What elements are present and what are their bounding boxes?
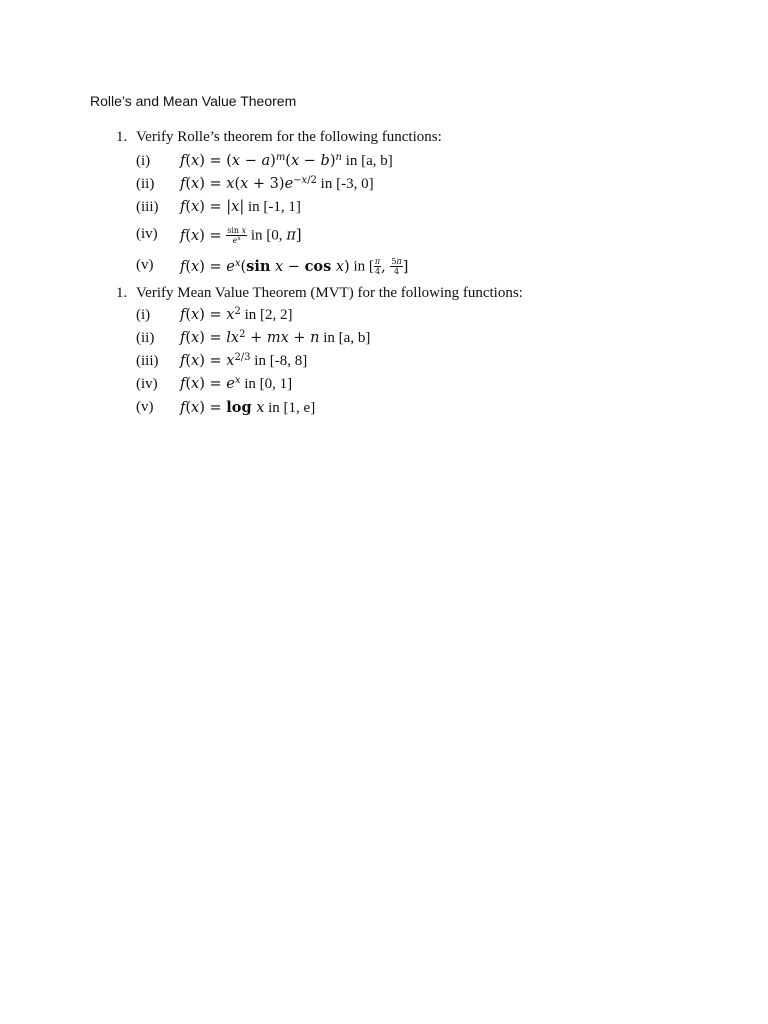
item-label: (iii) <box>136 353 159 369</box>
item-expression <box>180 353 307 370</box>
item-label: (v) <box>136 257 154 273</box>
formula: $f(x) = (x - a)^m(x - b)^n$ <box>180 152 342 169</box>
formula: f(x) = $\frac{\text{sin x}}{e^x}$ <box>180 226 247 245</box>
fraction: $\frac{5\pi}{4}$ <box>391 257 402 276</box>
section-number: 1. <box>116 285 128 301</box>
item-label: (v) <box>136 399 154 415</box>
item-expression <box>180 399 315 417</box>
section-heading-text: Verify Mean Value Theorem (MVT) for the following functions: <box>136 285 523 301</box>
interval-text: in [-8, 8] <box>254 353 308 369</box>
page-title: Rolle’s and Mean Value Theorem <box>90 93 297 109</box>
formula: f(x) = |x| <box>180 199 245 215</box>
item-expression <box>180 307 293 324</box>
section-number: 1. <box>116 129 128 145</box>
rolle-section-heading <box>116 129 442 146</box>
item-expression <box>180 257 408 276</box>
mvt-section-heading <box>116 285 523 302</box>
section-heading-text: Verify Rolle’s theorem for the following functions: <box>136 129 442 145</box>
item-label: (i) <box>136 153 151 169</box>
item-expression <box>180 176 374 193</box>
interval-text: in [0, <box>250 227 283 244</box>
formula: $f(x) = lx^2$ + mx + n <box>180 329 320 346</box>
item-expression <box>180 153 393 170</box>
item-expression <box>180 226 302 245</box>
item-expression <box>180 199 301 216</box>
formula-tail: $\frac{\pi}{4}$ , $\frac{5\pi}{4}$ ] <box>374 257 409 276</box>
formula: $f(x) = e^x$ <box>180 375 241 392</box>
interval-text: in [ <box>353 258 374 275</box>
item-expression <box>180 330 370 347</box>
interval-text: in [2, 2] <box>244 307 293 323</box>
formula: $f(x) = x^2$ <box>180 306 241 323</box>
item-expression <box>180 376 292 393</box>
item-label: (ii) <box>136 176 155 192</box>
interval-text: in [a, b] <box>323 330 371 346</box>
item-label: (iii) <box>136 199 159 215</box>
fraction: $\frac{\text{sin x}}{e^x}$ <box>227 226 247 245</box>
formula: $f(x) = e^x(\sin$ x − cos x) <box>180 257 350 275</box>
item-label: (ii) <box>136 330 155 346</box>
fraction: $\frac{\pi}{4}$ <box>374 257 381 276</box>
item-label: (iv) <box>136 226 158 242</box>
formula-tail: π] <box>286 227 302 244</box>
formula: f(x) = log x <box>180 399 265 416</box>
interval-text: in [-3, 0] <box>320 176 374 192</box>
item-label: (iv) <box>136 376 158 392</box>
item-label: (i) <box>136 307 151 323</box>
formula: $f(x) = x^{2/3}$ <box>180 352 251 369</box>
formula: $f(x) = x(x + 3)e^{-x/2}$ <box>180 175 317 192</box>
interval-text: in [-1, 1] <box>247 199 301 215</box>
interval-text: in [a, b] <box>345 153 393 169</box>
interval-text: in [0, 1] <box>244 376 293 392</box>
interval-text: in [1, e] <box>268 400 316 416</box>
